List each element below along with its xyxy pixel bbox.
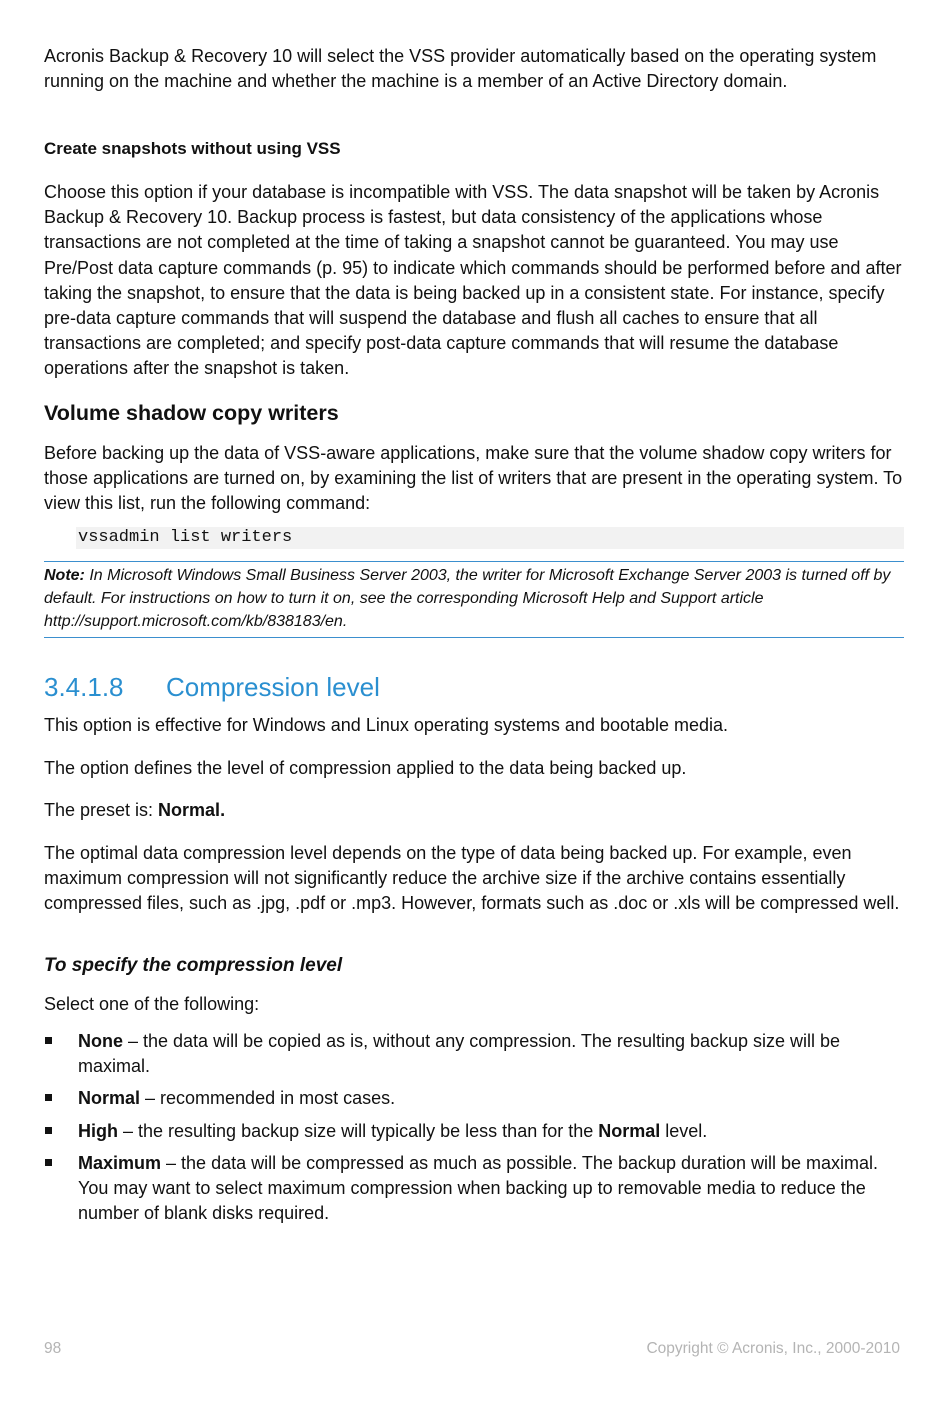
option-text: – recommended in most cases. [140,1088,396,1109]
note-label: Note: [44,567,85,584]
option-text: – the data will be compressed as much as possible. The backup duration will be maximal. You may want to select maximum compression when backing up to removable media to reduce the number of blank disks required. [78,1152,879,1224]
note-box [44,561,904,638]
option-text-end: level. [660,1120,708,1141]
option-term-inline: Normal [598,1120,661,1141]
optimal-paragraph: The optimal data compression level depends on the type of data being backed up. For example, even maximum compression will not significantly reduce the archive size if the archive contains essentially compressed files, such as .jpg, .pdf or .mp3. However, formats such as .doc or .xls will be compressed well. [44,843,900,914]
no-vss-heading: Create snapshots without using VSS [44,139,341,158]
bullet-square-icon [45,1094,52,1101]
option-term: High [78,1120,118,1141]
no-vss-paragraph: Choose this option if your database is incompatible with VSS. The data snapshot will be taken by Acronis Backup & Recovery 10. Backup process is fastest, but data consistency of the applications whose transactions are not completed at the time of taking a snapshot cannot be guaranteed. You may use Pre/Post data capture commands (p. 95) to indicate which commands should be performed before and after taking the snapshot, to ensure that the data is being backed up in a consistent state. For instance, specify pre-data capture commands that will suspend the database and flush all caches to ensure that all transactions are completed; and specify post-data capture commands that will resume the database operations after the snapshot is taken. [44,182,902,379]
bullet-square-icon [45,1159,52,1166]
preset-paragraph [44,798,904,823]
option-term: Normal [78,1088,141,1109]
section-title: Compression level [166,672,380,702]
page-number: 98 [44,1340,62,1357]
option-maximum [44,1151,904,1227]
preset-value: Normal. [158,800,226,820]
bullet-square-icon [45,1037,52,1044]
option-high [44,1119,904,1144]
option-text: – the data will be copied as is, without any compression. The resulting backup size will be maximal. [78,1031,841,1077]
option-normal [44,1086,904,1111]
note-text: In Microsoft Windows Small Business Server 2003, the writer for Microsoft Exchange Server 2003 is turned off by default. For instructions on how to turn it on, see the corresponding Microsoft Help and Support article http://support.microsoft.com/kb/838183/en. [44,567,891,630]
intro-paragraph: Acronis Backup & Recovery 10 will select the VSS provider automatically based on the operating system running on the machine and whether the machine is a member of an Active Directory domain. [44,46,877,92]
compression-options-list [44,1029,904,1226]
howto-heading: To specify the compression level [44,955,343,976]
command-text: vssadmin list writers [78,528,293,547]
writers-paragraph: Before backing up the data of VSS-aware applications, make sure that the volume shadow copy writers for those applications are turned on, by examining the list of writers that are present in the operating system. To view this list, run the following command: [44,443,903,514]
bullet-square-icon [45,1127,52,1134]
preset-prefix: The preset is: [44,800,159,820]
defines-paragraph: The option defines the level of compression applied to the data being backed up. [44,758,687,778]
writers-heading: Volume shadow copy writers [44,401,339,425]
option-text: – the resulting backup size will typically be less than for the [118,1120,599,1141]
section-heading [44,672,904,703]
option-term: Maximum [78,1152,162,1173]
option-none [44,1029,904,1079]
option-term: None [78,1031,123,1051]
section-number: 3.4.1.8 [44,672,124,702]
copyright-notice: Copyright © Acronis, Inc., 2000-2010 [646,1340,900,1357]
effective-paragraph: This option is effective for Windows and Linux operating systems and bootable media. [44,715,729,735]
command-code-block [76,527,904,549]
page-footer [44,1340,900,1358]
select-paragraph: Select one of the following: [44,994,260,1014]
